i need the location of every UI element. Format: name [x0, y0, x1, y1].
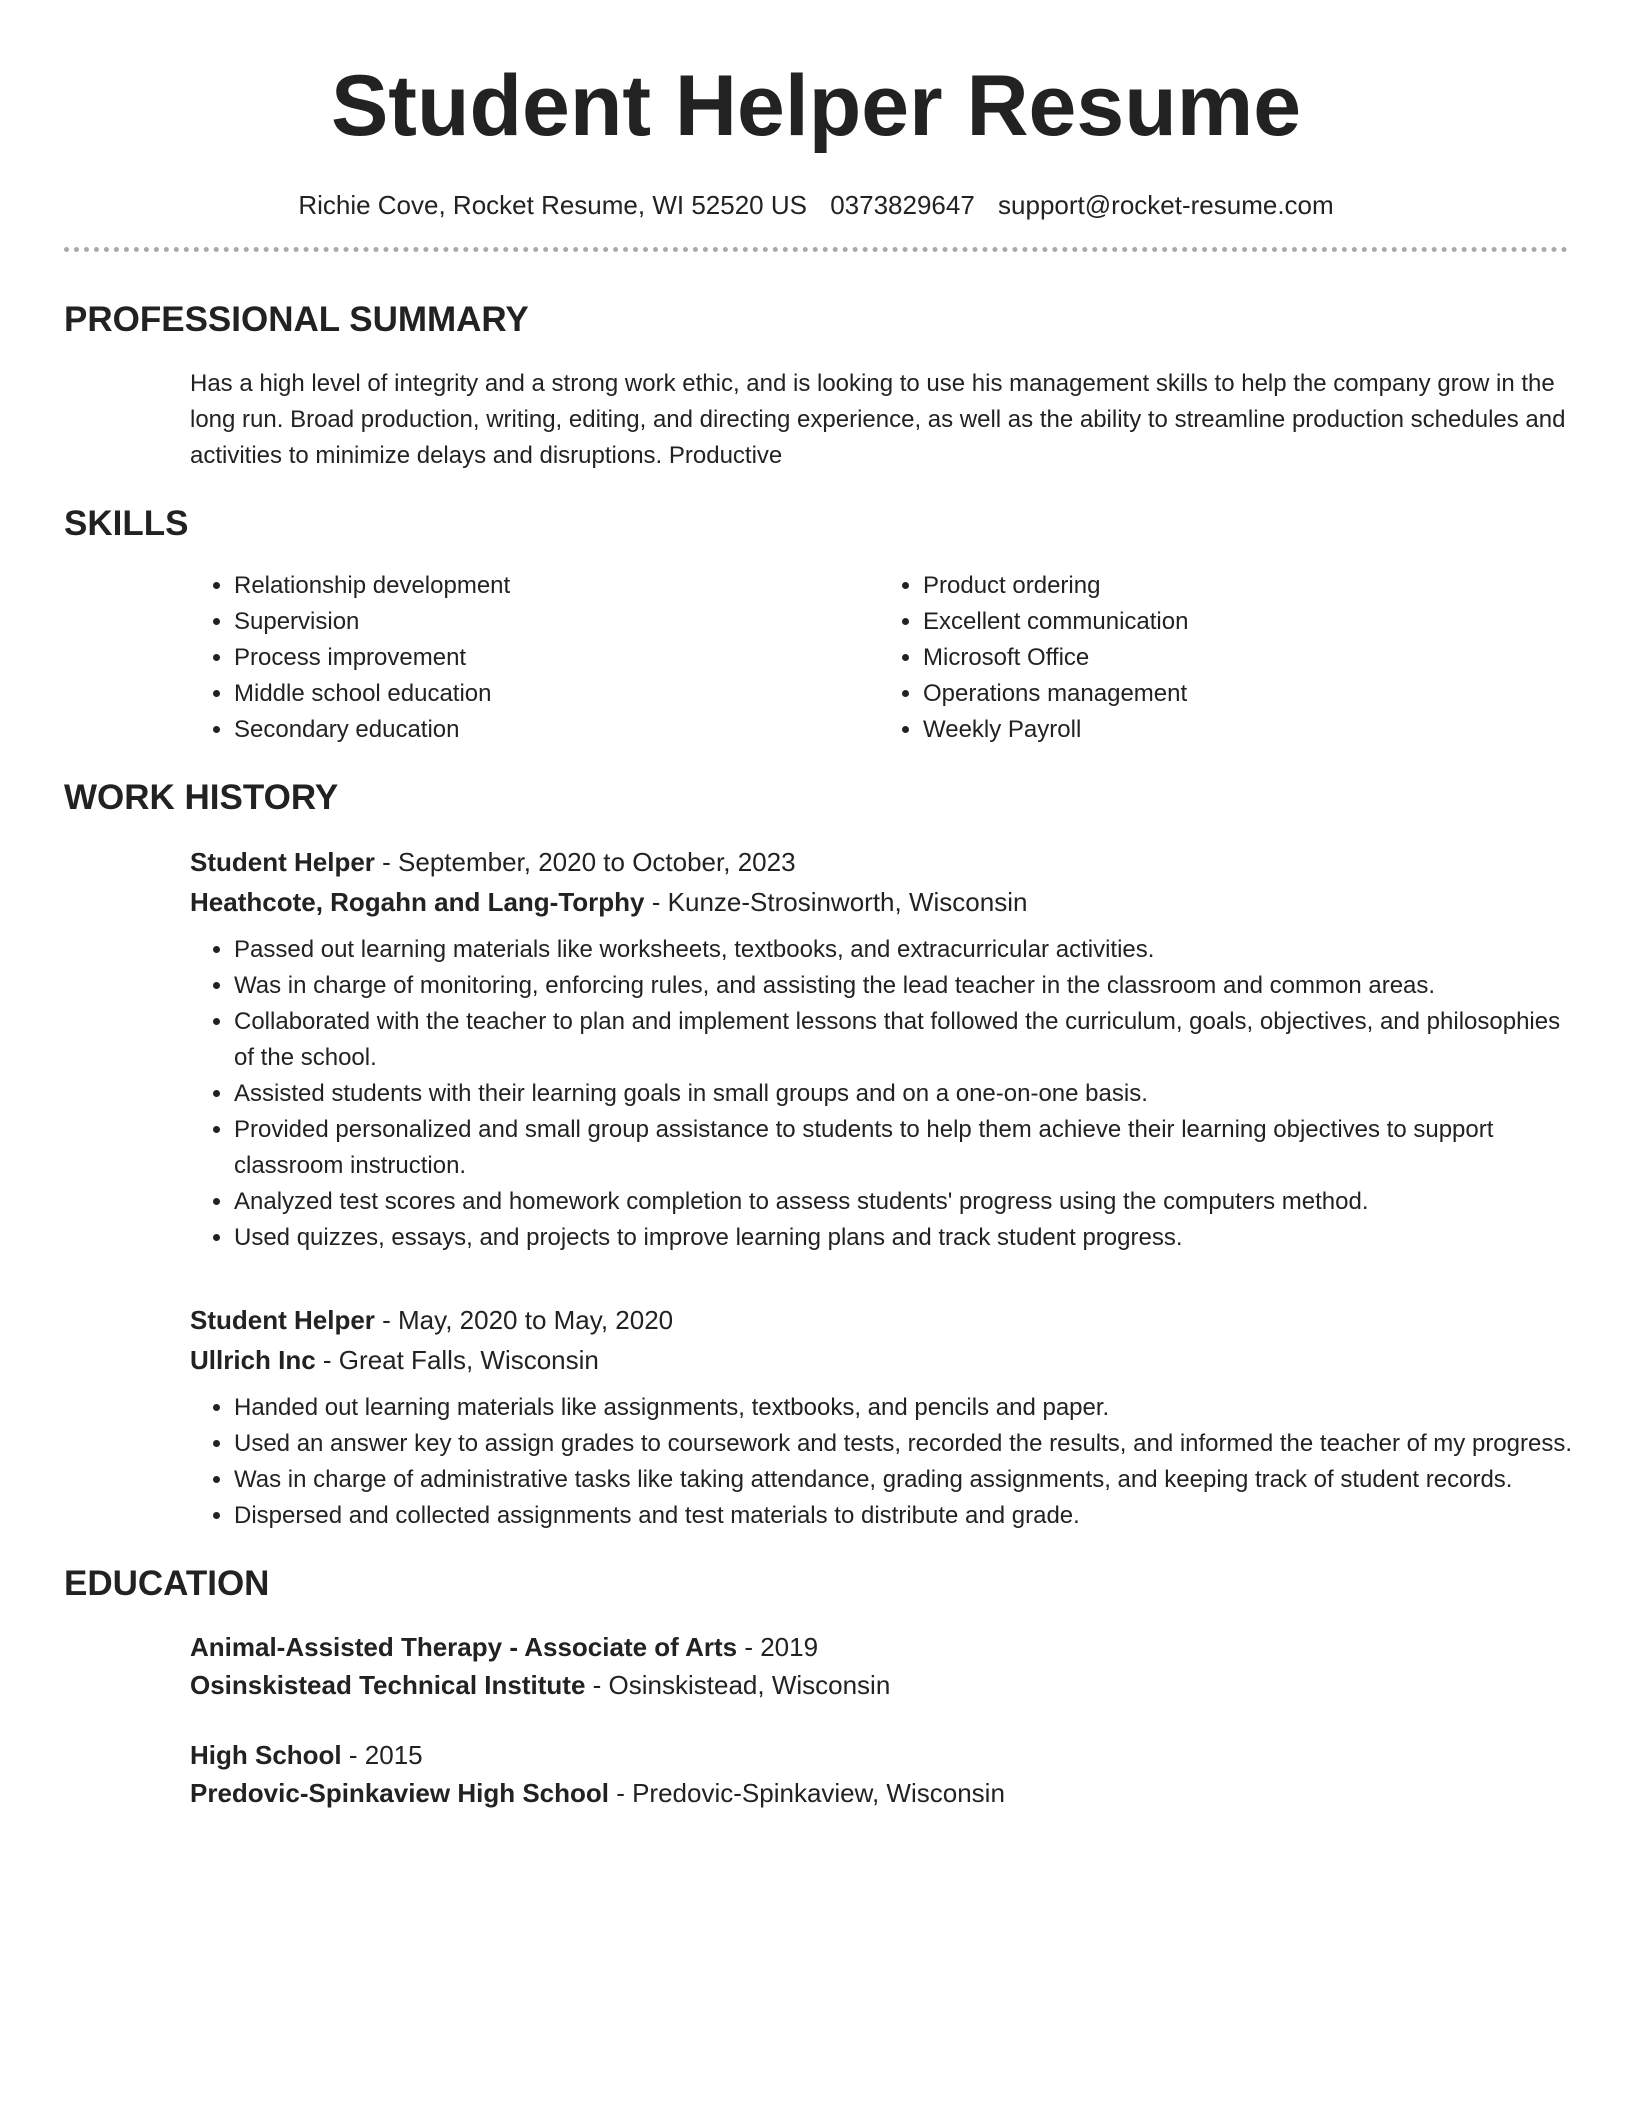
skills-column-left	[190, 568, 879, 748]
section-title-summary: PROFESSIONAL SUMMARY	[64, 300, 529, 339]
education-degree: Animal-Assisted Therapy - Associate of Arts	[190, 1632, 738, 1662]
skill-item: • Middle school education	[234, 676, 879, 712]
contact-email: support@rocket-resume.com	[998, 190, 1334, 220]
education-entry	[190, 1628, 1568, 1704]
job-role: Student Helper	[190, 1305, 375, 1335]
job-role-line	[190, 842, 1568, 882]
job-duties	[190, 932, 1574, 1256]
job-duty: • Was in charge of administrative tasks like taking attendance, grading assignments, and keeping track of student records.	[234, 1462, 1574, 1498]
skill-item: • Supervision	[234, 604, 879, 640]
job-entry	[190, 1300, 1573, 1534]
education-degree: High School	[190, 1740, 342, 1770]
resume-title: Student Helper Resume	[330, 58, 1302, 154]
job-duty: • Collaborated with the teacher to plan and implement lessons that followed the curriculum, goals, objectives, and philosophies of the school.	[234, 1004, 1574, 1076]
job-location: - Kunze-Strosinworth, Wisconsin	[644, 887, 1028, 917]
job-location: - Great Falls, Wisconsin	[315, 1345, 599, 1375]
education-school: Osinskistead Technical Institute	[190, 1670, 586, 1700]
job-duties	[190, 1390, 1574, 1534]
skills-list	[190, 568, 1568, 748]
job-duty: • Used an answer key to assign grades to coursework and tests, recorded the results, and informed the teacher of my progress.	[234, 1426, 1574, 1462]
job-company-line	[190, 882, 1568, 922]
job-duty: • Analyzed test scores and homework completion to assess students' progress using the computers method.	[234, 1184, 1574, 1220]
skill-item: • Process improvement	[234, 640, 879, 676]
education-school-line	[190, 1774, 1568, 1812]
contact-address: Richie Cove, Rocket Resume, WI 52520 US	[298, 190, 807, 220]
skill-item: • Relationship development	[234, 568, 879, 604]
job-duty: • Handed out learning materials like assignments, textbooks, and pencils and paper.	[234, 1390, 1574, 1426]
education-school: Predovic-Spinkaview High School	[190, 1778, 609, 1808]
job-duty: • Dispersed and collected assignments and test materials to distribute and grade.	[234, 1498, 1574, 1534]
skill-item: • Excellent communication	[923, 604, 1568, 640]
job-company: Heathcote, Rogahn and Lang-Torphy	[190, 887, 645, 917]
job-dates: - May, 2020 to May, 2020	[374, 1305, 674, 1335]
education-school-line	[190, 1666, 1568, 1704]
job-duty: • Used quizzes, essays, and projects to improve learning plans and track student progress.	[234, 1220, 1574, 1256]
job-role: Student Helper	[190, 847, 375, 877]
education-entry	[190, 1736, 1568, 1812]
skill-item: • Secondary education	[234, 712, 879, 748]
skill-item: • Operations management	[923, 676, 1568, 712]
education-degree-line	[190, 1736, 1568, 1774]
skills-column-right	[879, 568, 1568, 748]
section-title-work-history: WORK HISTORY	[64, 778, 339, 817]
header-divider	[64, 247, 1568, 252]
job-role-line	[190, 1300, 1568, 1340]
section-title-skills: SKILLS	[64, 504, 189, 543]
skill-item: • Product ordering	[923, 568, 1568, 604]
job-duty: • Passed out learning materials like worksheets, textbooks, and extracurricular activities.	[234, 932, 1574, 968]
skill-item: • Weekly Payroll	[923, 712, 1568, 748]
job-duty: • Was in charge of monitoring, enforcing rules, and assisting the lead teacher in the classroom and common areas.	[234, 968, 1574, 1004]
job-dates: - September, 2020 to October, 2023	[374, 847, 796, 877]
section-title-education: EDUCATION	[64, 1564, 270, 1603]
job-entry	[190, 842, 1568, 1256]
education-location: - Osinskistead, Wisconsin	[585, 1670, 891, 1700]
job-duty: • Provided personalized and small group assistance to students to help them achieve their learning objectives to support classroom instruction.	[234, 1112, 1574, 1184]
summary-text: Has a high level of integrity and a strong work ethic, and is looking to use his management skills to help the company grow in the long run. Broad production, writing, editing, and directing experience, as well as the ability to streamline production schedules and activities to minimize delays and disruptions. Productive	[190, 370, 1566, 469]
education-year: - 2015	[341, 1740, 423, 1770]
education-degree-line	[190, 1628, 1568, 1666]
contact-line	[64, 188, 1568, 222]
skill-item: • Microsoft Office	[923, 640, 1568, 676]
job-duty: • Assisted students with their learning goals in small groups and on a one-on-one basis.	[234, 1076, 1574, 1112]
job-company: Ullrich Inc	[190, 1345, 316, 1375]
job-company-line	[190, 1340, 1568, 1380]
education-location: - Predovic-Spinkaview, Wisconsin	[608, 1778, 1005, 1808]
contact-phone: 0373829647	[830, 190, 975, 220]
resume-page	[64, 0, 1573, 1812]
education-year: - 2019	[737, 1632, 819, 1662]
